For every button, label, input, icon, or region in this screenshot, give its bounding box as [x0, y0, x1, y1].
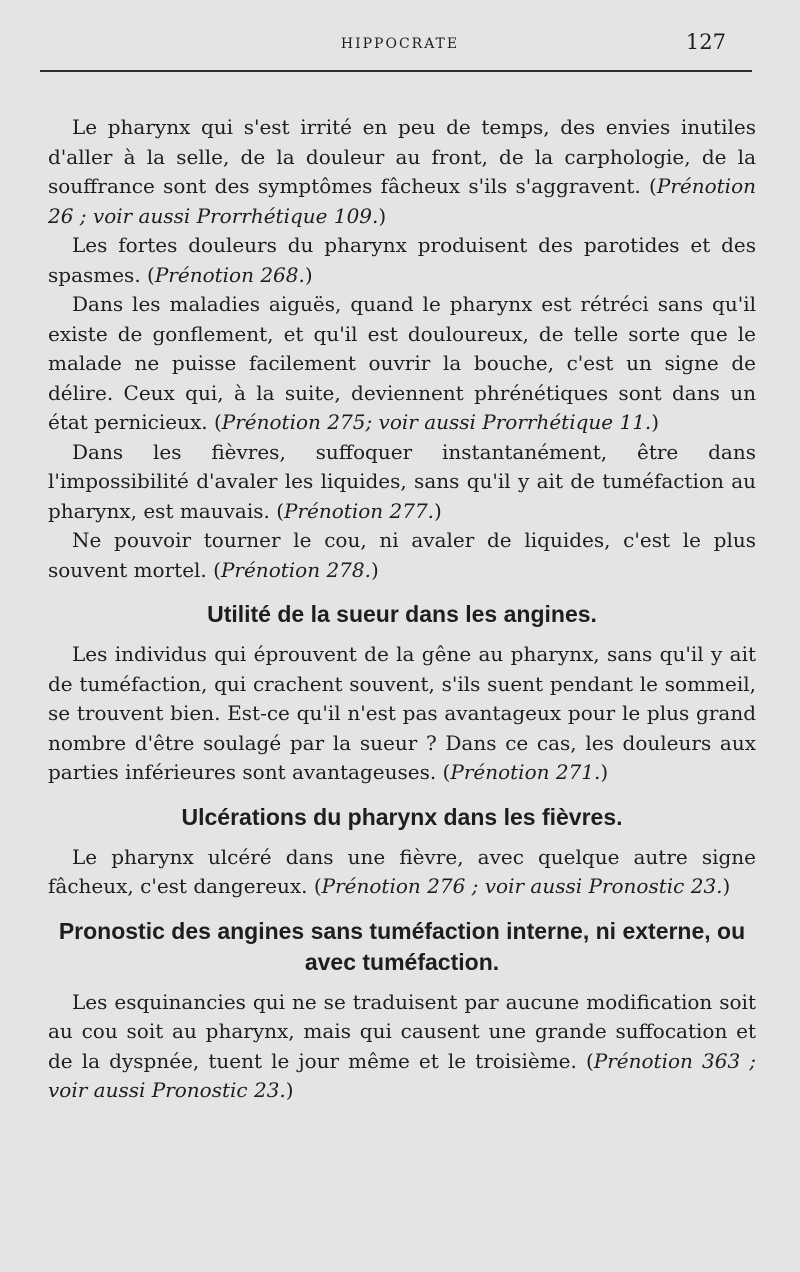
reference: Prénotion 26 ; voir aussi Prorrhétique 109.	[48, 174, 756, 228]
page-body	[48, 113, 756, 1106]
reference: Prénotion 278.	[220, 557, 371, 582]
reference: Prénotion 275; voir aussi Prorrhétique 11.	[221, 410, 652, 434]
reference: Prénotion 268.	[154, 262, 305, 287]
page-number: 127	[685, 30, 726, 54]
reference: Prénotion 363 ; voir aussi Pronostic 23.	[48, 1048, 756, 1102]
header-rule	[40, 70, 752, 72]
paragraph: Dans les maladies aiguës, quand le pharynx est rétréci sans qu'il existe de gonflement, et qu'il est douloureux, de telle sorte que le malade ne puisse facilement ouvrir la bouche, c'est un signe de délire. Ceux qui, à la suite, deviennent phrénétiques sont dans un état pernicieux. (Prénotion 275; voir aussi Prorrhétique 11.)	[48, 292, 756, 434]
running-title: HIPPOCRATE	[340, 36, 460, 52]
reference: Prénotion 271.	[450, 760, 601, 784]
paragraph: Les esquinancies qui ne se traduisent par aucune modification soit au cou soit au pharynx, mais qui causent une grande suffocation et de la dyspnée, tuent le jour même et le troisième. (Prénotion 363 ; voir aussi Pronostic 23.)	[48, 989, 756, 1102]
section-heading: Utilité de la sueur dans les angines.	[207, 601, 597, 627]
section-heading: Pronostic des angines sans tuméfaction interne, ni externe, ou avec tuméfaction.	[58, 917, 746, 975]
paragraph: Ne pouvoir tourner le cou, ni avaler de liquides, c'est le plus souvent mortel. (Prénotion 278.)	[48, 528, 756, 582]
paragraph: Dans les fièvres, suffoquer instantanément, être dans l'impossibilité d'avaler les liquides, sans qu'il y ait de tuméfaction au pharynx, est mauvais. (Prénotion 277.)	[48, 439, 756, 523]
paragraph: Les individus qui éprouvent de la gêne au pharynx, sans qu'il y ait de tuméfaction, qui crachent souvent, s'ils suent pendant le sommeil, se trouvent bien. Est-ce qu'il n'est pas avantageux pour le plus grand nombre d'être soulagé par la sueur ? Dans ce cas, les douleurs aux parties inférieures sont avantageuses. (Prénotion 271.)	[48, 642, 756, 784]
paragraph: Le pharynx ulcéré dans une fièvre, avec quelque autre signe fâcheux, c'est dangereux. (Prénotion 276 ; voir aussi Pronostic 23.)	[48, 844, 756, 898]
reference: Prénotion 276 ; voir aussi Pronostic 23.	[321, 874, 723, 898]
paragraph: Le pharynx qui s'est irrité en peu de temps, des envies inutiles d'aller à la selle, de la douleur au front, de la carphologie, de la souffrance sont des symptômes fâcheux s'ils s'aggravent. (Prénotion 26 ; voir aussi Prorrhétique 109.)	[48, 115, 756, 228]
section-heading: Ulcérations du pharynx dans les fièvres.	[181, 803, 623, 830]
paragraph: Les fortes douleurs du pharynx produisent des parotides et des spasmes. (Prénotion 268.)	[48, 233, 756, 287]
reference: Prénotion 277.	[284, 498, 435, 523]
